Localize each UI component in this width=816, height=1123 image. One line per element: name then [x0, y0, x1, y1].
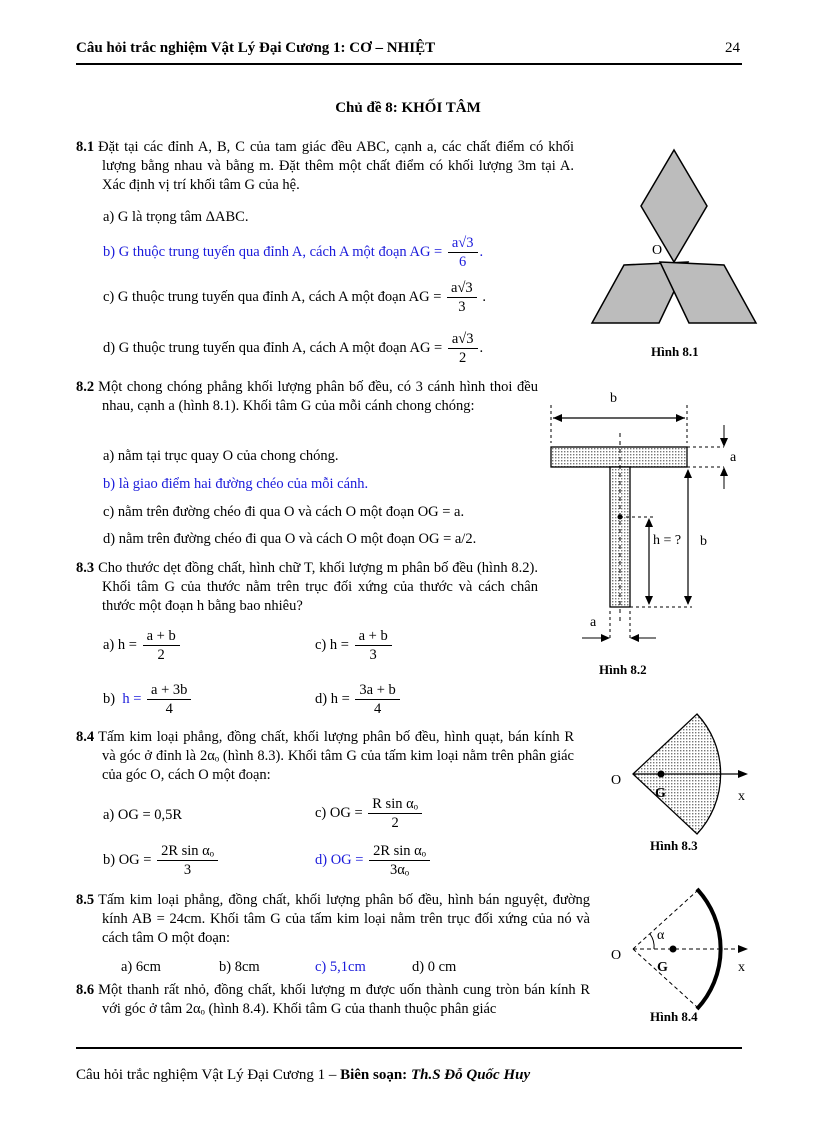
- fraction-denominator: 6: [459, 254, 467, 270]
- topic-title: Chủ đề 8: KHỐI TÂM: [335, 100, 481, 116]
- question-8-2: [76, 378, 538, 416]
- option-8-3-d[interactable]: [315, 681, 402, 718]
- fraction-numerator: 2R sin αₒ: [157, 842, 218, 861]
- figure-8-4: [605, 883, 775, 1028]
- option-text: d) OG =: [315, 851, 364, 868]
- fraction-denominator: 3: [369, 647, 377, 663]
- figure-label-a-right: a: [730, 450, 737, 465]
- question-8-5: [76, 891, 590, 948]
- question-text: Cho thước dẹt đồng chất, hình chữ T, khối lượng m phân bố đều (hình 8.2). Khối tâm G của thước nằm trên trục đối xứng của thước và cách chân thước một đoạn h bằng bao nhiêu?: [98, 560, 538, 614]
- question-number: 8.1: [76, 139, 95, 155]
- figure-label-G: G: [655, 786, 666, 801]
- footer-text: Câu hỏi trắc nghiệm Vật Lý Đại Cương 1 –: [76, 1067, 341, 1083]
- fraction-denominator: 3αₒ: [390, 862, 410, 878]
- question-number: 8.2: [76, 379, 95, 395]
- fraction-numerator: a√3: [448, 330, 478, 349]
- question-8-4: [76, 728, 574, 785]
- option-8-4-c[interactable]: [315, 795, 424, 832]
- figure-label-b-right: b: [700, 534, 707, 549]
- propeller-blade: [660, 262, 756, 323]
- figure-label-O: O: [611, 948, 622, 963]
- figure-caption: Hình 8.4: [650, 1009, 698, 1024]
- figure-label-O: O: [611, 773, 622, 788]
- question-text: Một thanh rất nhỏ, đồng chất, khối lượng m được uốn thành cung tròn bán kính R với góc ở tâm 2αₒ (hình 8.4). Khối tâm G của thanh thuộc phân giác: [98, 982, 590, 1017]
- figure-caption: Hình 8.1: [651, 344, 699, 359]
- question-number: 8.6: [76, 982, 95, 998]
- fraction-denominator: 2: [157, 647, 165, 663]
- figure-label-O: O: [652, 243, 663, 258]
- question-8-6: [76, 981, 590, 1019]
- fraction-denominator: 4: [373, 701, 382, 717]
- figure-caption: Hình 8.3: [650, 838, 698, 853]
- option-8-5-a[interactable]: a) 6cm: [121, 959, 161, 975]
- option-8-2-c[interactable]: c) nằm trên đường chéo đi qua O và cách O một đoạn OG = a.: [103, 504, 465, 520]
- figure-label-x: x: [738, 789, 745, 804]
- propeller-blade: [641, 150, 707, 262]
- footer-rule: [76, 1047, 742, 1049]
- option-text: d) G thuộc trung tuyến qua đỉnh A, cách A một đoạn AG =: [103, 339, 443, 356]
- option-8-4-d[interactable]: [315, 842, 432, 879]
- question-number: 8.5: [76, 892, 95, 908]
- fraction-numerator: a + 3b: [147, 681, 191, 700]
- footer-label: Biên soạn:: [340, 1067, 411, 1083]
- figure-label-alpha: α: [657, 928, 665, 943]
- figure-8-2: [540, 385, 740, 685]
- option-8-3-b[interactable]: [103, 681, 193, 718]
- question-text: Tấm kim loại phẳng, đồng chất, khối lượng phân bố đều, hình quạt, bán kính R và góc ở đỉnh là 2αₒ (hình 8.3). Khối tâm G của tấm kim loại nằm trên phân giác của góc O, cách O một đoạn:: [98, 729, 574, 783]
- question-text: Đặt tại các đỉnh A, B, C của tam giác đều ABC, cạnh a, các chất điểm có khối lượng bằng nhau và bằng m. Đặt thêm một chất điểm có khối lượng 3m tại A. Xác định vị trí khối tâm G của hệ.: [98, 139, 574, 193]
- option-text: a) h =: [103, 636, 137, 653]
- page-number: 24: [725, 40, 740, 56]
- fraction-numerator: a + b: [355, 627, 392, 646]
- fraction-numerator: a + b: [143, 627, 180, 646]
- option-text: b) OG =: [103, 851, 152, 868]
- figure-8-3: [605, 708, 775, 858]
- option-8-4-a[interactable]: a) OG = 0,5R: [103, 807, 183, 823]
- question-text: Một chong chóng phẳng khối lượng phân bố đều, có 3 cánh hình thoi đều nhau, cạnh a (hình 8.1). Khối tâm G của mỗi cánh chong chóng:: [98, 379, 538, 414]
- fraction-denominator: 4: [165, 701, 173, 717]
- option-8-1-a[interactable]: a) G là trọng tâm ΔABC.: [103, 209, 249, 225]
- header-rule: [76, 63, 742, 65]
- option-text: c) h =: [315, 636, 349, 653]
- figure-label-x: x: [738, 960, 745, 975]
- fraction-denominator: 3: [183, 862, 192, 878]
- question-text: Tấm kim loại phẳng, đồng chất, khối lượng phân bố đều, hình bán nguyệt, đường kính AB = 24cm. Khối tâm G của tấm kim loại nằm trên trục đối xứng của nó và cách tâm O một đoạn:: [98, 892, 590, 946]
- fraction-numerator: a√3: [447, 279, 477, 298]
- option-text: c) OG =: [315, 804, 363, 821]
- option-8-3-c[interactable]: [315, 627, 394, 664]
- fraction-denominator: 2: [459, 350, 467, 366]
- option-8-1-c[interactable]: c) G thuộc trung tuyến qua đỉnh A, cách A một đoạn AG = $\frac{a√3}{3}$ .: [103, 280, 486, 315]
- page-header: [76, 40, 740, 57]
- option-8-2-d[interactable]: d) nằm trên đường chéo đi qua O và cách O một đoạn OG = a/2.: [103, 531, 477, 547]
- figure-caption: Hình 8.2: [599, 662, 647, 677]
- fraction-numerator: R sin αₒ: [368, 795, 422, 814]
- option-text: b): [103, 690, 116, 707]
- option-8-1-d[interactable]: d) G thuộc trung tuyến qua đỉnh A, cách A một đoạn AG = $\frac{a√3}{2}$ .: [103, 331, 484, 366]
- option-8-5-b[interactable]: b) 8cm: [219, 959, 260, 975]
- question-number: 8.3: [76, 560, 95, 576]
- header-title: Câu hỏi trắc nghiệm Vật Lý Đại Cương 1: CƠ – NHIỆT: [76, 40, 436, 56]
- figure-label-h: h = ?: [653, 533, 682, 548]
- option-8-3-a[interactable]: [103, 627, 182, 664]
- option-8-1-b[interactable]: b) G thuộc trung tuyến qua đỉnh A, cách A một đoạn AG = $\frac{a√3}{6}$ .: [103, 235, 484, 270]
- option-8-5-c[interactable]: c) 5,1cm: [315, 959, 366, 975]
- figure-label-a-bottom: a: [590, 615, 597, 630]
- figure-label-G: G: [657, 960, 668, 975]
- option-8-2-b[interactable]: b) là giao điểm hai đường chéo của mỗi cánh.: [103, 476, 369, 492]
- page-footer: [76, 1067, 530, 1084]
- option-8-5-d[interactable]: d) 0 cm: [412, 959, 457, 975]
- option-text: c) G thuộc trung tuyến qua đỉnh A, cách A một đoạn AG =: [103, 288, 442, 305]
- option-text: b) G thuộc trung tuyến qua đỉnh A, cách A một đoạn AG =: [103, 243, 443, 260]
- question-8-3: [76, 559, 538, 616]
- fraction-numerator: 2R sin αₒ: [369, 842, 430, 861]
- question-8-1: [76, 138, 574, 195]
- option-text-answer: h =: [122, 690, 142, 707]
- option-8-4-b[interactable]: [103, 842, 220, 879]
- option-8-2-a[interactable]: a) nằm tại trục quay O của chong chóng.: [103, 448, 339, 464]
- option-text: d) h =: [315, 690, 350, 707]
- footer-author: Th.S Đỗ Quốc Huy: [410, 1067, 531, 1083]
- question-number: 8.4: [76, 729, 95, 745]
- fraction-denominator: 3: [458, 299, 466, 315]
- fraction-denominator: 2: [391, 815, 399, 831]
- fraction-numerator: 3a + b: [355, 681, 399, 700]
- figure-label-b-top: b: [610, 391, 617, 406]
- figure-8-1: [580, 140, 780, 370]
- fraction-numerator: a√3: [448, 234, 478, 253]
